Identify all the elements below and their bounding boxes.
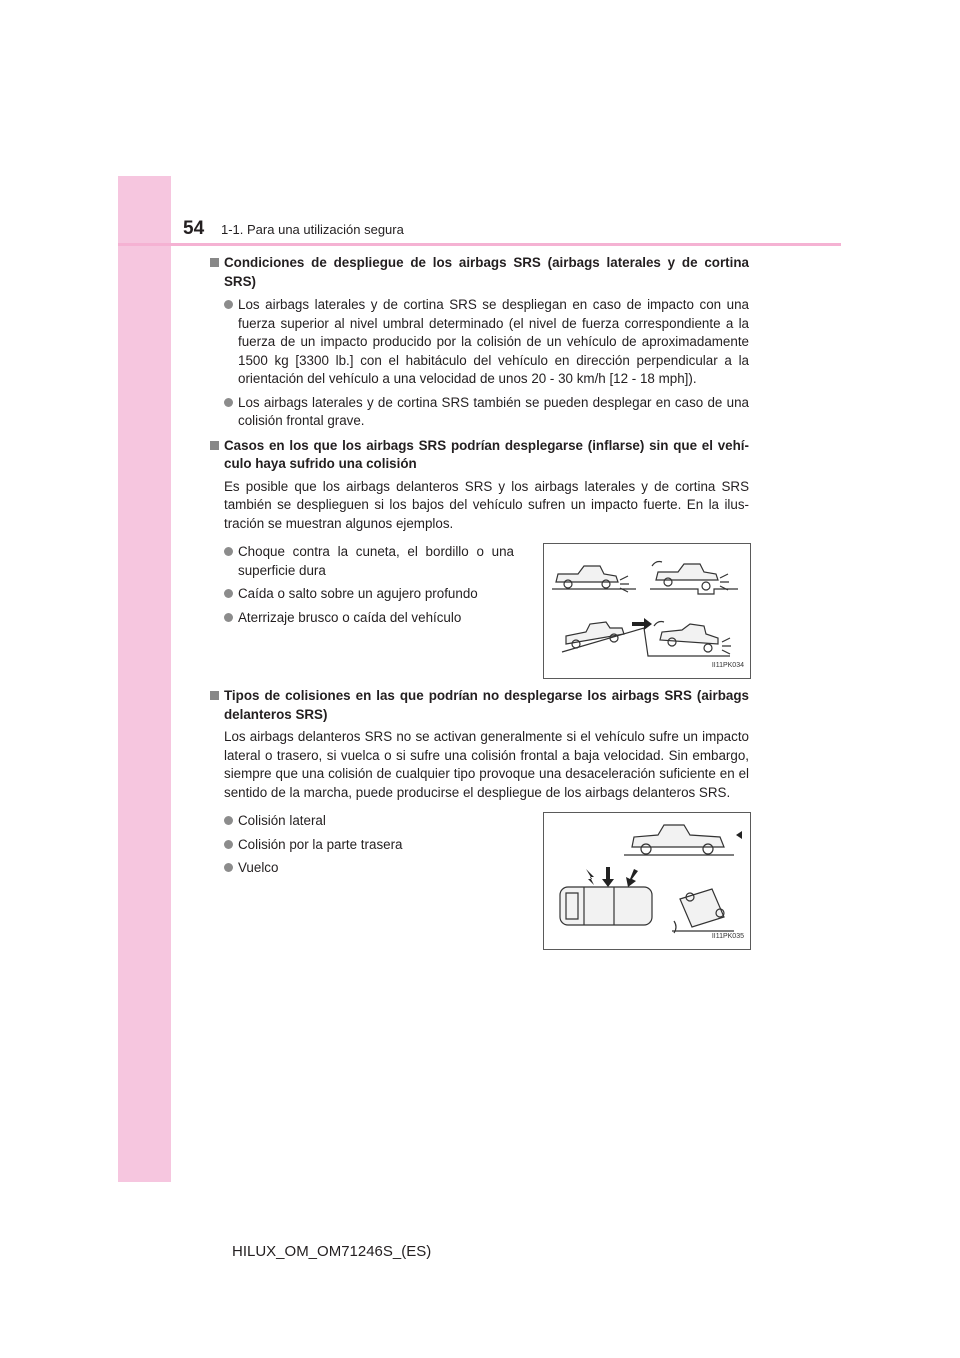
- side-color-band: [118, 176, 171, 1182]
- gray-dot-icon: [224, 547, 233, 556]
- non-deploy-collision-illustration: [543, 812, 751, 950]
- figure-row: [224, 812, 749, 952]
- list-item: [224, 812, 514, 831]
- section-no-deploy-collisions: [209, 687, 749, 952]
- list-item: [224, 859, 514, 878]
- chapter-title: 1-1. Para una utilización segura: [221, 222, 404, 237]
- figure-id: II11PK035: [711, 932, 744, 940]
- list-item: [224, 394, 749, 431]
- section-paragraph: Los airbags delanteros SRS no se activan generalmente si el vehículo sufre un impacto lateral o trasero, si vuelca o si sufre una colisión frontal a baja velocidad. Sin embargo, siempre que una colisión de cualquier tipo provoque una desaceleración suficiente en el sentido de la marcha, puede producirse el despliegue de los airbags delanteros SRS.: [224, 729, 749, 800]
- bullet-column: [224, 812, 514, 878]
- gray-dot-icon: [224, 863, 233, 872]
- gray-dot-icon: [224, 840, 233, 849]
- gray-square-icon: [210, 441, 219, 450]
- list-item: [224, 543, 514, 580]
- bullet-text: Vuelco: [238, 860, 279, 875]
- list-item: [224, 296, 749, 389]
- section-deploy-without-collision: [209, 437, 749, 682]
- header-rule: [118, 243, 841, 246]
- bullet-text: Colisión por la parte trasera: [238, 836, 403, 852]
- gray-dot-icon: [224, 613, 233, 622]
- list-item: [224, 609, 514, 628]
- section-title: Casos en los que los airbags SRS podrían desplegarse (inflarse) sin que el vehí-culo haya sufrido una colisión: [224, 437, 749, 471]
- document-code: HILUX_OM_OM71246S_(ES): [232, 1243, 432, 1260]
- bullet-text: Los airbags laterales y de cortina SRS también se pueden desplegar en caso de una colisión frontal grave.: [238, 394, 749, 428]
- gray-dot-icon: [224, 300, 233, 309]
- section-title: Condiciones de despliegue de los airbags SRS (airbags laterales y de cortina SRS): [224, 255, 749, 289]
- bullet-text: Caída o salto sobre un agujero profundo: [238, 586, 478, 601]
- bullet-text: Aterrizaje brusco o caída del vehículo: [238, 609, 462, 625]
- figure-id: II11PK034: [711, 661, 744, 669]
- bullet-column: [224, 543, 514, 627]
- gray-dot-icon: [224, 589, 233, 598]
- figure-row: [224, 543, 749, 681]
- gray-square-icon: [210, 691, 219, 700]
- section-side-curtain-deployment: [209, 254, 749, 431]
- list-item: [224, 585, 514, 604]
- page-number: 54: [183, 218, 205, 239]
- section-paragraph: Es posible que los airbags delanteros SRS y los airbags laterales y de cortina SRS también se desplieguen si los bajos del vehículo sufren un impacto fuerte. En la ilus-tración se muestran algunos ejemplos.: [224, 478, 749, 531]
- gray-square-icon: [210, 258, 219, 267]
- bullet-text: Los airbags laterales y de cortina SRS se despliegan en caso de impacto con una fuerza superior al nivel umbral determinado (el nivel de fuerza correspondiente a la fuerza de un impacto producido por la colisión de un vehículo de aproximadamente 1500 kg [3300 lb.] con el habitáculo del vehículo en dirección perpendicular a la orientación del vehículo a una velocidad de unos 20 - 30 km/h [12 - 18 mph]).: [238, 297, 749, 386]
- section-title: Tipos de colisiones en las que podrían no desplegarse los airbags SRS (airbags delanteros SRS): [224, 688, 749, 722]
- page-content: [209, 254, 749, 958]
- gray-dot-icon: [224, 398, 233, 407]
- undercarriage-impact-illustration: [543, 543, 751, 679]
- bullet-text: Colisión lateral: [238, 813, 326, 828]
- list-item: [224, 836, 514, 855]
- gray-dot-icon: [224, 816, 233, 825]
- bullet-text: Choque contra la cuneta, el bordillo o una superficie dura: [238, 544, 514, 578]
